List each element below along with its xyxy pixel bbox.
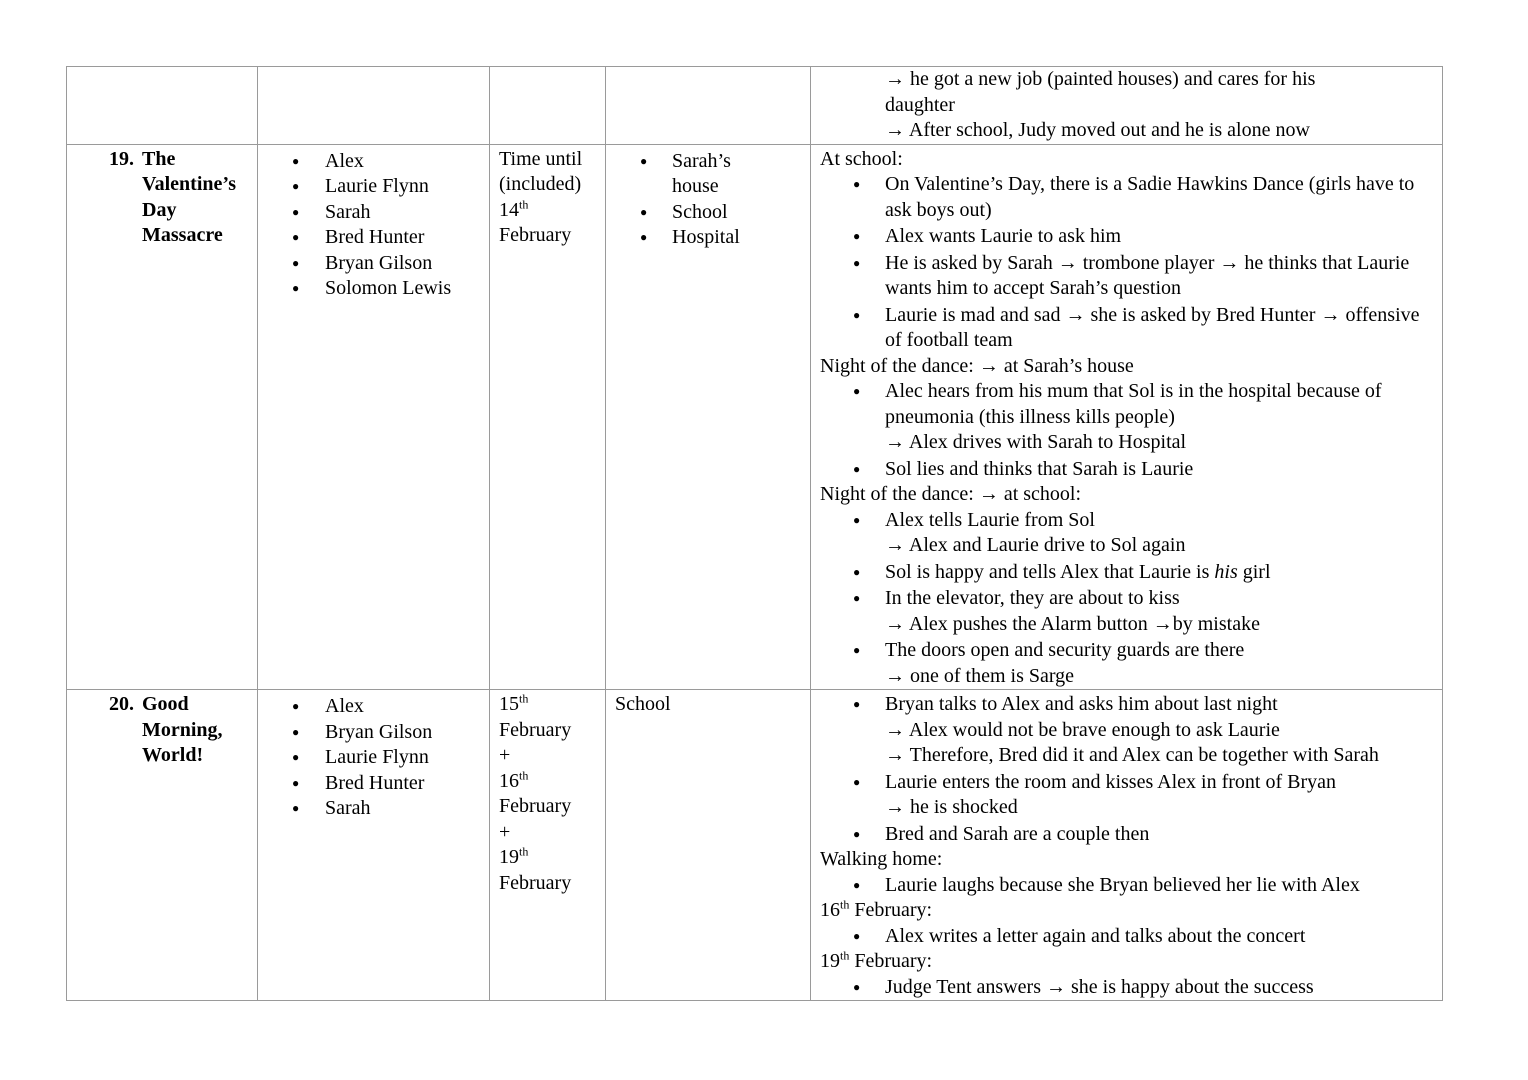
cell-places [606, 690, 811, 1001]
list-item: ● In the elevator, they are about to kiss [820, 586, 1434, 612]
time-line: 15th [499, 691, 529, 715]
cell-time-empty [490, 67, 606, 145]
list-item: ● The doors open and security guards are there [820, 638, 1434, 664]
list-item: ● Bred Hunter [258, 225, 481, 251]
title-line: World! [142, 744, 204, 766]
time-plus: + [499, 744, 511, 766]
cell-places [606, 144, 811, 690]
time-line: 19th [499, 844, 529, 868]
title-line: Day [142, 198, 177, 221]
event-arrow-line: → Alex drives with Sarah to Hospital [885, 431, 1187, 453]
list-item: ● Sarah’s house [606, 149, 762, 200]
list-item: ● Sol is happy and tells Alex that Laurie is his girl [820, 560, 1434, 586]
cell-time [490, 144, 606, 690]
cell-title-empty [67, 67, 258, 145]
cell-characters-empty [258, 67, 490, 145]
chapter-number: 20. [109, 693, 134, 715]
event-list [820, 560, 1434, 612]
event-arrow-line: → one of them is Sarge [885, 664, 1075, 687]
event-list [820, 975, 1434, 1001]
event-list [820, 638, 1434, 664]
cell-chapter-title [67, 144, 258, 690]
list-item: ● Solomon Lewis [258, 276, 481, 302]
list-item: ● Alex wants Laurie to ask him [820, 224, 1434, 250]
title-line: Morning, [142, 718, 223, 741]
list-item: ● Bryan Gilson [258, 251, 481, 277]
list-item: ● Laurie enters the room and kisses Alex in front of Bryan [820, 770, 1434, 796]
list-item: ● Judge Tent answers → she is happy about the success [820, 975, 1434, 1001]
list-item: ● On Valentine’s Day, there is a Sadie Hawkins Dance (girls have to ask boys out) [820, 172, 1434, 223]
cell-events [811, 690, 1443, 1001]
list-item: ● Hospital [606, 225, 762, 251]
cell-events-continuation [811, 67, 1443, 145]
chapter-title [109, 692, 249, 769]
table-row-chapter-19 [67, 144, 1443, 690]
section-heading: Walking home: [820, 848, 943, 870]
list-item: ● Bryan talks to Alex and asks him about last night [820, 692, 1434, 718]
list-item: ● Alex writes a letter again and talks about the concert [820, 924, 1434, 950]
chapter-summary-table [66, 66, 1443, 1001]
time-plus: + [499, 820, 511, 843]
event-list [820, 873, 1434, 899]
time-line: February [499, 871, 572, 894]
title-line: Valentine’s [142, 173, 237, 195]
event-list [820, 770, 1434, 796]
character-list [258, 694, 481, 822]
section-heading: 16th February: [820, 897, 933, 921]
event-arrow-line: → Therefore, Bred did it and Alex can be together with Sarah [885, 744, 1379, 766]
time-line: February [499, 718, 572, 741]
list-item: ● Laurie Flynn [258, 174, 481, 200]
cell-places-empty [606, 67, 811, 145]
cell-chapter-title [67, 690, 258, 1001]
list-item: ● Alex [258, 149, 481, 175]
section-heading: At school: [820, 147, 903, 170]
section-heading: 19th February: [820, 948, 933, 972]
event-arrow-line: → Alex and Laurie drive to Sol again [885, 534, 1186, 556]
event-list [820, 692, 1434, 718]
cell-characters [258, 690, 490, 1001]
section-heading: Night of the dance: → at Sarah’s house [820, 354, 1134, 377]
time-line: Time until [499, 147, 583, 170]
list-item: ● Bryan Gilson [258, 720, 481, 746]
event-list [820, 457, 1434, 483]
event-list [820, 822, 1434, 848]
event-list [820, 379, 1434, 430]
place-text: School [615, 693, 671, 715]
title-line: Good [142, 693, 189, 715]
event-list [820, 508, 1434, 534]
list-item: ● Laurie is mad and sad → she is asked by Bred Hunter → offensive of football team [820, 303, 1434, 354]
list-item: ● Laurie laughs because she Bryan believed her lie with Alex [820, 873, 1434, 899]
places-list [606, 149, 802, 251]
event-list [820, 172, 1434, 354]
time-line: 16th [499, 767, 529, 792]
list-item: ● Sarah [258, 200, 481, 226]
event-arrow-line: → Alex pushes the Alarm button →by mistake [885, 612, 1260, 635]
list-item: ● Laurie Flynn [258, 745, 481, 771]
list-item: ● Alex tells Laurie from Sol [820, 508, 1434, 534]
time-line: February [499, 795, 572, 817]
chapter-title [109, 147, 249, 249]
list-item: ● He is asked by Sarah → trombone player → he thinks that Laurie wants him to accept Sarah’s question [820, 251, 1434, 302]
cell-events [811, 144, 1443, 690]
event-line: daughter [885, 93, 955, 116]
time-line: 14th [499, 196, 529, 221]
list-item: ● Sol lies and thinks that Sarah is Laurie [820, 457, 1434, 483]
event-arrow-line: → he is shocked [885, 796, 1018, 818]
cell-time [490, 690, 606, 1001]
time-line: February [499, 224, 572, 246]
event-arrow-line: → Alex would not be brave enough to ask Laurie [885, 718, 1280, 741]
list-item: ● Bred Hunter [258, 771, 481, 797]
chapter-number: 19. [109, 147, 134, 170]
event-line: → After school, Judy moved out and he is alone now [885, 119, 1310, 141]
list-item: ● Sarah [258, 796, 481, 822]
character-list [258, 149, 481, 302]
section-heading: Night of the dance: → at school: [820, 483, 1082, 505]
title-line: Massacre [142, 224, 223, 246]
list-item: ● School [606, 200, 762, 226]
event-line: → he got a new job (painted houses) and cares for his [885, 68, 1316, 90]
table-row-continuation [67, 67, 1443, 145]
table-row-chapter-20 [67, 690, 1443, 1001]
title-line: The [142, 147, 176, 170]
time-line: (included) [499, 173, 582, 195]
cell-characters [258, 144, 490, 690]
list-item: ● Alex [258, 694, 481, 720]
list-item: ● Bred and Sarah are a couple then [820, 822, 1434, 848]
event-list [820, 924, 1434, 950]
list-item: ● Alec hears from his mum that Sol is in the hospital because of pneumonia (this illness kills people) [820, 379, 1434, 430]
